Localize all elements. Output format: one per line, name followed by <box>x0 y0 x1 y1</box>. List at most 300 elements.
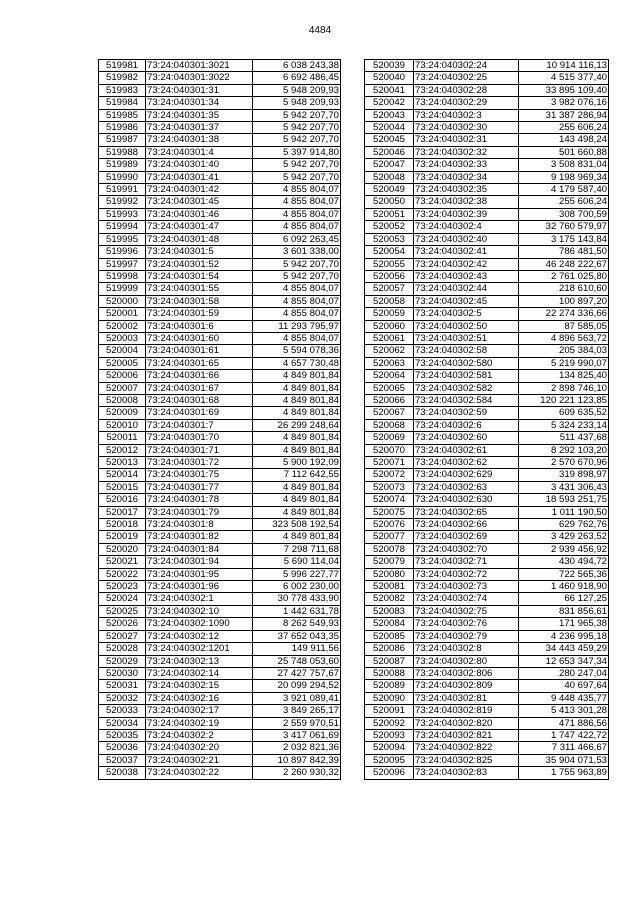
cadastral-number: 73:24:040302:29 <box>414 97 519 109</box>
cadastral-value: 308 700,59 <box>519 208 609 220</box>
cadastral-value: 5 219 990,07 <box>519 357 609 369</box>
table-row <box>365 233 609 245</box>
cadastral-value: 3 601 338,00 <box>253 246 341 258</box>
cadastral-number: 73:24:040302:2 <box>146 729 253 741</box>
cadastral-value: 40 697,64 <box>519 680 609 692</box>
cadastral-value: 3 417 061,69 <box>253 729 341 741</box>
table-row <box>99 754 341 766</box>
cadastral-value: 5 996 227,77 <box>253 568 341 580</box>
row-number: 520038 <box>99 767 146 779</box>
row-number: 520010 <box>99 419 146 431</box>
row-number: 520030 <box>99 667 146 679</box>
row-number: 520059 <box>365 308 414 320</box>
cadastral-number: 73:24:040301:31 <box>146 84 253 96</box>
cadastral-value: 4 855 804,07 <box>253 221 341 233</box>
row-number: 520017 <box>99 506 146 518</box>
table-row <box>365 196 609 208</box>
table-row <box>99 581 341 593</box>
row-number: 520078 <box>365 543 414 555</box>
cadastral-value: 11 293 795,97 <box>253 320 341 332</box>
cadastral-number: 73:24:040302:16 <box>146 692 253 704</box>
table-row <box>99 469 341 481</box>
cadastral-number: 73:24:040301:94 <box>146 556 253 568</box>
cadastral-value: 4 849 801,84 <box>253 370 341 382</box>
row-number: 520090 <box>365 692 414 704</box>
cadastral-value: 8 262 549,93 <box>253 618 341 630</box>
row-number: 520016 <box>99 494 146 506</box>
table-row <box>99 643 341 655</box>
cadastral-value: 10 914 116,13 <box>519 60 609 72</box>
table-row <box>365 543 609 555</box>
table-row <box>365 134 609 146</box>
cadastral-number: 73:24:040302:1201 <box>146 643 253 655</box>
table-row <box>99 370 341 382</box>
row-number: 520015 <box>99 481 146 493</box>
cadastral-number: 73:24:040302:809 <box>414 680 519 692</box>
table-row <box>99 270 341 282</box>
row-number: 519981 <box>99 60 146 72</box>
cadastral-number: 73:24:040302:44 <box>414 283 519 295</box>
table-row <box>99 432 341 444</box>
row-number: 520089 <box>365 680 414 692</box>
cadastral-value: 6 038 243,38 <box>253 60 341 72</box>
cadastral-number: 73:24:040301:42 <box>146 184 253 196</box>
cadastral-value: 4 855 804,07 <box>253 332 341 344</box>
row-number: 520029 <box>99 655 146 667</box>
table-row <box>365 469 609 481</box>
table-row <box>99 519 341 531</box>
table-row <box>365 208 609 220</box>
row-number: 520011 <box>99 432 146 444</box>
table-row <box>365 332 609 344</box>
row-number: 520026 <box>99 618 146 630</box>
cadastral-number: 73:24:040302:51 <box>414 332 519 344</box>
cadastral-number: 73:24:040301:68 <box>146 394 253 406</box>
table-row <box>365 246 609 258</box>
cadastral-value: 1 747 422,72 <box>519 729 609 741</box>
row-number: 520041 <box>365 84 414 96</box>
row-number: 519985 <box>99 109 146 121</box>
row-number: 520053 <box>365 233 414 245</box>
cadastral-number: 73:24:040302:79 <box>414 630 519 642</box>
cadastral-number: 73:24:040301:67 <box>146 382 253 394</box>
table-row <box>99 122 341 134</box>
cadastral-number: 73:24:040302:33 <box>414 159 519 171</box>
row-number: 520024 <box>99 593 146 605</box>
row-number: 520079 <box>365 556 414 568</box>
cadastral-value: 3 508 831,04 <box>519 159 609 171</box>
row-number: 520035 <box>99 729 146 741</box>
cadastral-number: 73:24:040302:4 <box>414 221 519 233</box>
row-number: 520095 <box>365 754 414 766</box>
row-number: 520040 <box>365 72 414 84</box>
row-number: 520002 <box>99 320 146 332</box>
table-row <box>365 494 609 506</box>
cadastral-number: 73:24:040301:78 <box>146 494 253 506</box>
cadastral-value: 9 198 969,34 <box>519 171 609 183</box>
cadastral-number: 73:24:040302:25 <box>414 72 519 84</box>
table-row <box>99 97 341 109</box>
table-row <box>365 221 609 233</box>
cadastral-value: 5 942 207,70 <box>253 134 341 146</box>
cadastral-number: 73:24:040302:580 <box>414 357 519 369</box>
cadastral-value: 20 099 294,52 <box>253 680 341 692</box>
cadastral-number: 73:24:040302:62 <box>414 457 519 469</box>
table-row <box>99 742 341 754</box>
cadastral-value: 2 570 670,96 <box>519 457 609 469</box>
cadastral-number: 73:24:040302:66 <box>414 519 519 531</box>
table-row <box>365 581 609 593</box>
row-number: 520073 <box>365 481 414 493</box>
cadastral-number: 73:24:040301:48 <box>146 233 253 245</box>
cadastral-number: 73:24:040302:8 <box>414 643 519 655</box>
row-number: 520067 <box>365 407 414 419</box>
row-number: 520043 <box>365 109 414 121</box>
cadastral-number: 73:24:040302:6 <box>414 419 519 431</box>
table-row <box>365 122 609 134</box>
row-number: 520045 <box>365 134 414 146</box>
table-row <box>365 146 609 158</box>
cadastral-value: 3 921 089,41 <box>253 692 341 704</box>
table-row <box>99 717 341 729</box>
cadastral-number: 73:24:040302:45 <box>414 295 519 307</box>
table-row <box>365 394 609 406</box>
cadastral-number: 73:24:040302:73 <box>414 581 519 593</box>
cadastral-number: 73:24:040302:75 <box>414 605 519 617</box>
row-number: 520021 <box>99 556 146 568</box>
cadastral-number: 73:24:040302:629 <box>414 469 519 481</box>
table-row <box>365 72 609 84</box>
cadastral-number: 73:24:040301:69 <box>146 407 253 419</box>
row-number: 520020 <box>99 543 146 555</box>
cadastral-value: 2 032 821,36 <box>253 742 341 754</box>
table-row <box>365 767 609 779</box>
cadastral-number: 73:24:040302:21 <box>146 754 253 766</box>
table-row <box>99 568 341 580</box>
cadastral-value: 831 856,61 <box>519 605 609 617</box>
cadastral-number: 73:24:040301:96 <box>146 581 253 593</box>
cadastral-number: 73:24:040302:34 <box>414 171 519 183</box>
cadastral-value: 35 904 071,53 <box>519 754 609 766</box>
row-number: 520083 <box>365 605 414 617</box>
cadastral-number: 73:24:040302:24 <box>414 60 519 72</box>
cadastral-number: 73:24:040301:34 <box>146 97 253 109</box>
row-number: 520075 <box>365 506 414 518</box>
cadastral-value: 609 635,52 <box>519 407 609 419</box>
row-number: 519993 <box>99 208 146 220</box>
cadastral-value: 6 692 486,45 <box>253 72 341 84</box>
cadastral-number: 73:24:040301:65 <box>146 357 253 369</box>
table-row <box>99 506 341 518</box>
cadastral-number: 73:24:040302:630 <box>414 494 519 506</box>
table-row <box>99 543 341 555</box>
row-number: 520055 <box>365 258 414 270</box>
cadastral-value: 4 855 804,07 <box>253 196 341 208</box>
cadastral-value: 4 849 801,84 <box>253 444 341 456</box>
cadastral-value: 4 849 801,84 <box>253 506 341 518</box>
cadastral-value: 22 274 336,66 <box>519 308 609 320</box>
table-row <box>365 531 609 543</box>
row-number: 520085 <box>365 630 414 642</box>
row-number: 520048 <box>365 171 414 183</box>
cadastral-number: 73:24:040301:41 <box>146 171 253 183</box>
cadastral-number: 73:24:040302:822 <box>414 742 519 754</box>
cadastral-number: 73:24:040302:1090 <box>146 618 253 630</box>
table-row <box>99 705 341 717</box>
cadastral-value: 149 911,56 <box>253 643 341 655</box>
cadastral-value: 6 002 230,00 <box>253 581 341 593</box>
cadastral-number: 73:24:040302:821 <box>414 729 519 741</box>
cadastral-number: 73:24:040302:81 <box>414 692 519 704</box>
table-row <box>365 308 609 320</box>
cadastral-value: 100 897,20 <box>519 295 609 307</box>
table-row <box>365 382 609 394</box>
row-number: 519988 <box>99 146 146 158</box>
cadastral-value: 10 897 842,39 <box>253 754 341 766</box>
cadastral-number: 73:24:040302:19 <box>146 717 253 729</box>
cadastral-value: 1 442 631,78 <box>253 605 341 617</box>
cadastral-value: 4 179 587,40 <box>519 184 609 196</box>
cadastral-number: 73:24:040302:825 <box>414 754 519 766</box>
row-number: 520062 <box>365 345 414 357</box>
cadastral-number: 73:24:040302:15 <box>146 680 253 692</box>
cadastral-value: 4 855 804,07 <box>253 184 341 196</box>
table-row <box>99 345 341 357</box>
table-row <box>365 270 609 282</box>
cadastral-value: 323 508 192,54 <box>253 519 341 531</box>
cadastral-number: 73:24:040302:58 <box>414 345 519 357</box>
cadastral-value: 171 965,38 <box>519 618 609 630</box>
table-row <box>99 308 341 320</box>
cadastral-number: 73:24:040302:69 <box>414 531 519 543</box>
row-number: 519998 <box>99 270 146 282</box>
cadastral-value: 4 896 563,72 <box>519 332 609 344</box>
cadastral-number: 73:24:040302:12 <box>146 630 253 642</box>
row-number: 520076 <box>365 519 414 531</box>
cadastral-number: 73:24:040302:32 <box>414 146 519 158</box>
cadastral-number: 73:24:040302:41 <box>414 246 519 258</box>
cadastral-number: 73:24:040301:52 <box>146 258 253 270</box>
cadastral-number: 73:24:040302:30 <box>414 122 519 134</box>
cadastral-number: 73:24:040301:4 <box>146 146 253 158</box>
row-number: 520051 <box>365 208 414 220</box>
cadastral-value: 4 849 801,84 <box>253 531 341 543</box>
cadastral-value: 5 594 078,36 <box>253 345 341 357</box>
table-row <box>365 680 609 692</box>
row-number: 520018 <box>99 519 146 531</box>
cadastral-value: 8 292 103,20 <box>519 444 609 456</box>
row-number: 520023 <box>99 581 146 593</box>
row-number: 520001 <box>99 308 146 320</box>
row-number: 520063 <box>365 357 414 369</box>
cadastral-number: 73:24:040301:61 <box>146 345 253 357</box>
cadastral-value: 629 762,76 <box>519 519 609 531</box>
cadastral-value: 2 761 025,80 <box>519 270 609 282</box>
table-row <box>365 742 609 754</box>
cadastral-value: 5 324 233,14 <box>519 419 609 431</box>
row-number: 520000 <box>99 295 146 307</box>
row-number: 520069 <box>365 432 414 444</box>
cadastral-value: 319 898,97 <box>519 469 609 481</box>
row-number: 520025 <box>99 605 146 617</box>
cadastral-value: 4 236 995,18 <box>519 630 609 642</box>
table-row <box>365 457 609 469</box>
row-number: 519989 <box>99 159 146 171</box>
cadastral-number: 73:24:040301:82 <box>146 531 253 543</box>
row-number: 520037 <box>99 754 146 766</box>
cadastral-value: 25 748 053,60 <box>253 655 341 667</box>
cadastral-number: 73:24:040302:1 <box>146 593 253 605</box>
cadastral-number: 73:24:040301:95 <box>146 568 253 580</box>
row-number: 520077 <box>365 531 414 543</box>
table-row <box>365 630 609 642</box>
table-row <box>365 605 609 617</box>
cadastral-number: 73:24:040301:7 <box>146 419 253 431</box>
cadastral-number: 73:24:040302:80 <box>414 655 519 667</box>
row-number: 520006 <box>99 370 146 382</box>
cadastral-value: 471 886,56 <box>519 717 609 729</box>
cadastral-number: 73:24:040302:71 <box>414 556 519 568</box>
row-number: 520071 <box>365 457 414 469</box>
cadastral-number: 73:24:040301:35 <box>146 109 253 121</box>
cadastral-value: 30 778 433,90 <box>253 593 341 605</box>
table-row <box>99 767 341 779</box>
cadastral-number: 73:24:040301:40 <box>146 159 253 171</box>
row-number: 520034 <box>99 717 146 729</box>
table-row <box>365 109 609 121</box>
cadastral-value: 27 427 757,67 <box>253 667 341 679</box>
row-number: 520036 <box>99 742 146 754</box>
row-number: 520008 <box>99 394 146 406</box>
cadastral-value: 12 653 347,34 <box>519 655 609 667</box>
cadastral-number: 73:24:040301:5 <box>146 246 253 258</box>
row-number: 520087 <box>365 655 414 667</box>
cadastral-number: 73:24:040301:8 <box>146 519 253 531</box>
cadastral-value: 1 011 190,50 <box>519 506 609 518</box>
row-number: 520065 <box>365 382 414 394</box>
row-number: 520056 <box>365 270 414 282</box>
table-row <box>99 159 341 171</box>
cadastral-value: 32 760 579,97 <box>519 221 609 233</box>
cadastral-value: 134 825,40 <box>519 370 609 382</box>
table-row <box>99 531 341 543</box>
cadastral-number: 73:24:040301:71 <box>146 444 253 456</box>
cadastral-number: 73:24:040301:3021 <box>146 60 253 72</box>
row-number: 520046 <box>365 146 414 158</box>
cadastral-number: 73:24:040302:22 <box>146 767 253 779</box>
cadastral-number: 73:24:040302:50 <box>414 320 519 332</box>
cadastral-value: 5 948 209,93 <box>253 97 341 109</box>
cadastral-value: 4 849 801,84 <box>253 432 341 444</box>
table-row <box>99 221 341 233</box>
registry-table-right <box>364 59 609 780</box>
cadastral-number: 73:24:040301:72 <box>146 457 253 469</box>
row-number: 520061 <box>365 332 414 344</box>
table-row <box>99 444 341 456</box>
row-number: 519997 <box>99 258 146 270</box>
table-row <box>365 370 609 382</box>
table-row <box>365 295 609 307</box>
cadastral-number: 73:24:040301:38 <box>146 134 253 146</box>
table-row <box>99 382 341 394</box>
table-row <box>365 667 609 679</box>
cadastral-number: 73:24:040301:79 <box>146 506 253 518</box>
row-number: 519996 <box>99 246 146 258</box>
row-number: 520033 <box>99 705 146 717</box>
row-number: 520072 <box>365 469 414 481</box>
row-number: 519999 <box>99 283 146 295</box>
cadastral-number: 73:24:040301:6 <box>146 320 253 332</box>
table-row <box>365 320 609 332</box>
cadastral-number: 73:24:040302:72 <box>414 568 519 580</box>
table-row <box>365 519 609 531</box>
row-number: 520060 <box>365 320 414 332</box>
cadastral-value: 31 387 286,94 <box>519 109 609 121</box>
cadastral-value: 4 855 804,07 <box>253 308 341 320</box>
row-number: 519986 <box>99 122 146 134</box>
row-number: 520054 <box>365 246 414 258</box>
row-number: 520066 <box>365 394 414 406</box>
cadastral-value: 66 127,25 <box>519 593 609 605</box>
cadastral-value: 3 849 265,17 <box>253 705 341 717</box>
row-number: 520068 <box>365 419 414 431</box>
table-row <box>99 246 341 258</box>
row-number: 520007 <box>99 382 146 394</box>
cadastral-value: 4 849 801,84 <box>253 382 341 394</box>
table-row <box>365 593 609 605</box>
cadastral-number: 73:24:040302:83 <box>414 767 519 779</box>
row-number: 519983 <box>99 84 146 96</box>
table-row <box>99 593 341 605</box>
row-number: 520042 <box>365 97 414 109</box>
row-number: 520012 <box>99 444 146 456</box>
cadastral-value: 5 690 114,04 <box>253 556 341 568</box>
table-row <box>365 345 609 357</box>
cadastral-value: 120 221 123,85 <box>519 394 609 406</box>
table-row <box>365 481 609 493</box>
cadastral-number: 73:24:040302:31 <box>414 134 519 146</box>
row-number: 520019 <box>99 531 146 543</box>
table-row <box>99 655 341 667</box>
cadastral-number: 73:24:040301:70 <box>146 432 253 444</box>
cadastral-value: 255 606,24 <box>519 196 609 208</box>
cadastral-value: 18 593 251,75 <box>519 494 609 506</box>
cadastral-value: 1 755 963,89 <box>519 767 609 779</box>
row-number: 520005 <box>99 357 146 369</box>
cadastral-number: 73:24:040302:42 <box>414 258 519 270</box>
cadastral-value: 3 175 143,84 <box>519 233 609 245</box>
cadastral-number: 73:24:040302:17 <box>146 705 253 717</box>
cadastral-value: 4 657 730,48 <box>253 357 341 369</box>
cadastral-number: 73:24:040302:60 <box>414 432 519 444</box>
table-row <box>365 729 609 741</box>
row-number: 520027 <box>99 630 146 642</box>
cadastral-value: 218 610,60 <box>519 283 609 295</box>
table-row <box>99 630 341 642</box>
cadastral-value: 4 849 801,84 <box>253 394 341 406</box>
table-row <box>365 692 609 704</box>
row-number: 520080 <box>365 568 414 580</box>
table-row <box>365 643 609 655</box>
table-row <box>99 494 341 506</box>
table-row <box>365 568 609 580</box>
cadastral-number: 73:24:040301:77 <box>146 481 253 493</box>
cadastral-number: 73:24:040302:35 <box>414 184 519 196</box>
table-row <box>365 432 609 444</box>
cadastral-number: 73:24:040301:37 <box>146 122 253 134</box>
cadastral-value: 143 498,24 <box>519 134 609 146</box>
table-row <box>365 705 609 717</box>
